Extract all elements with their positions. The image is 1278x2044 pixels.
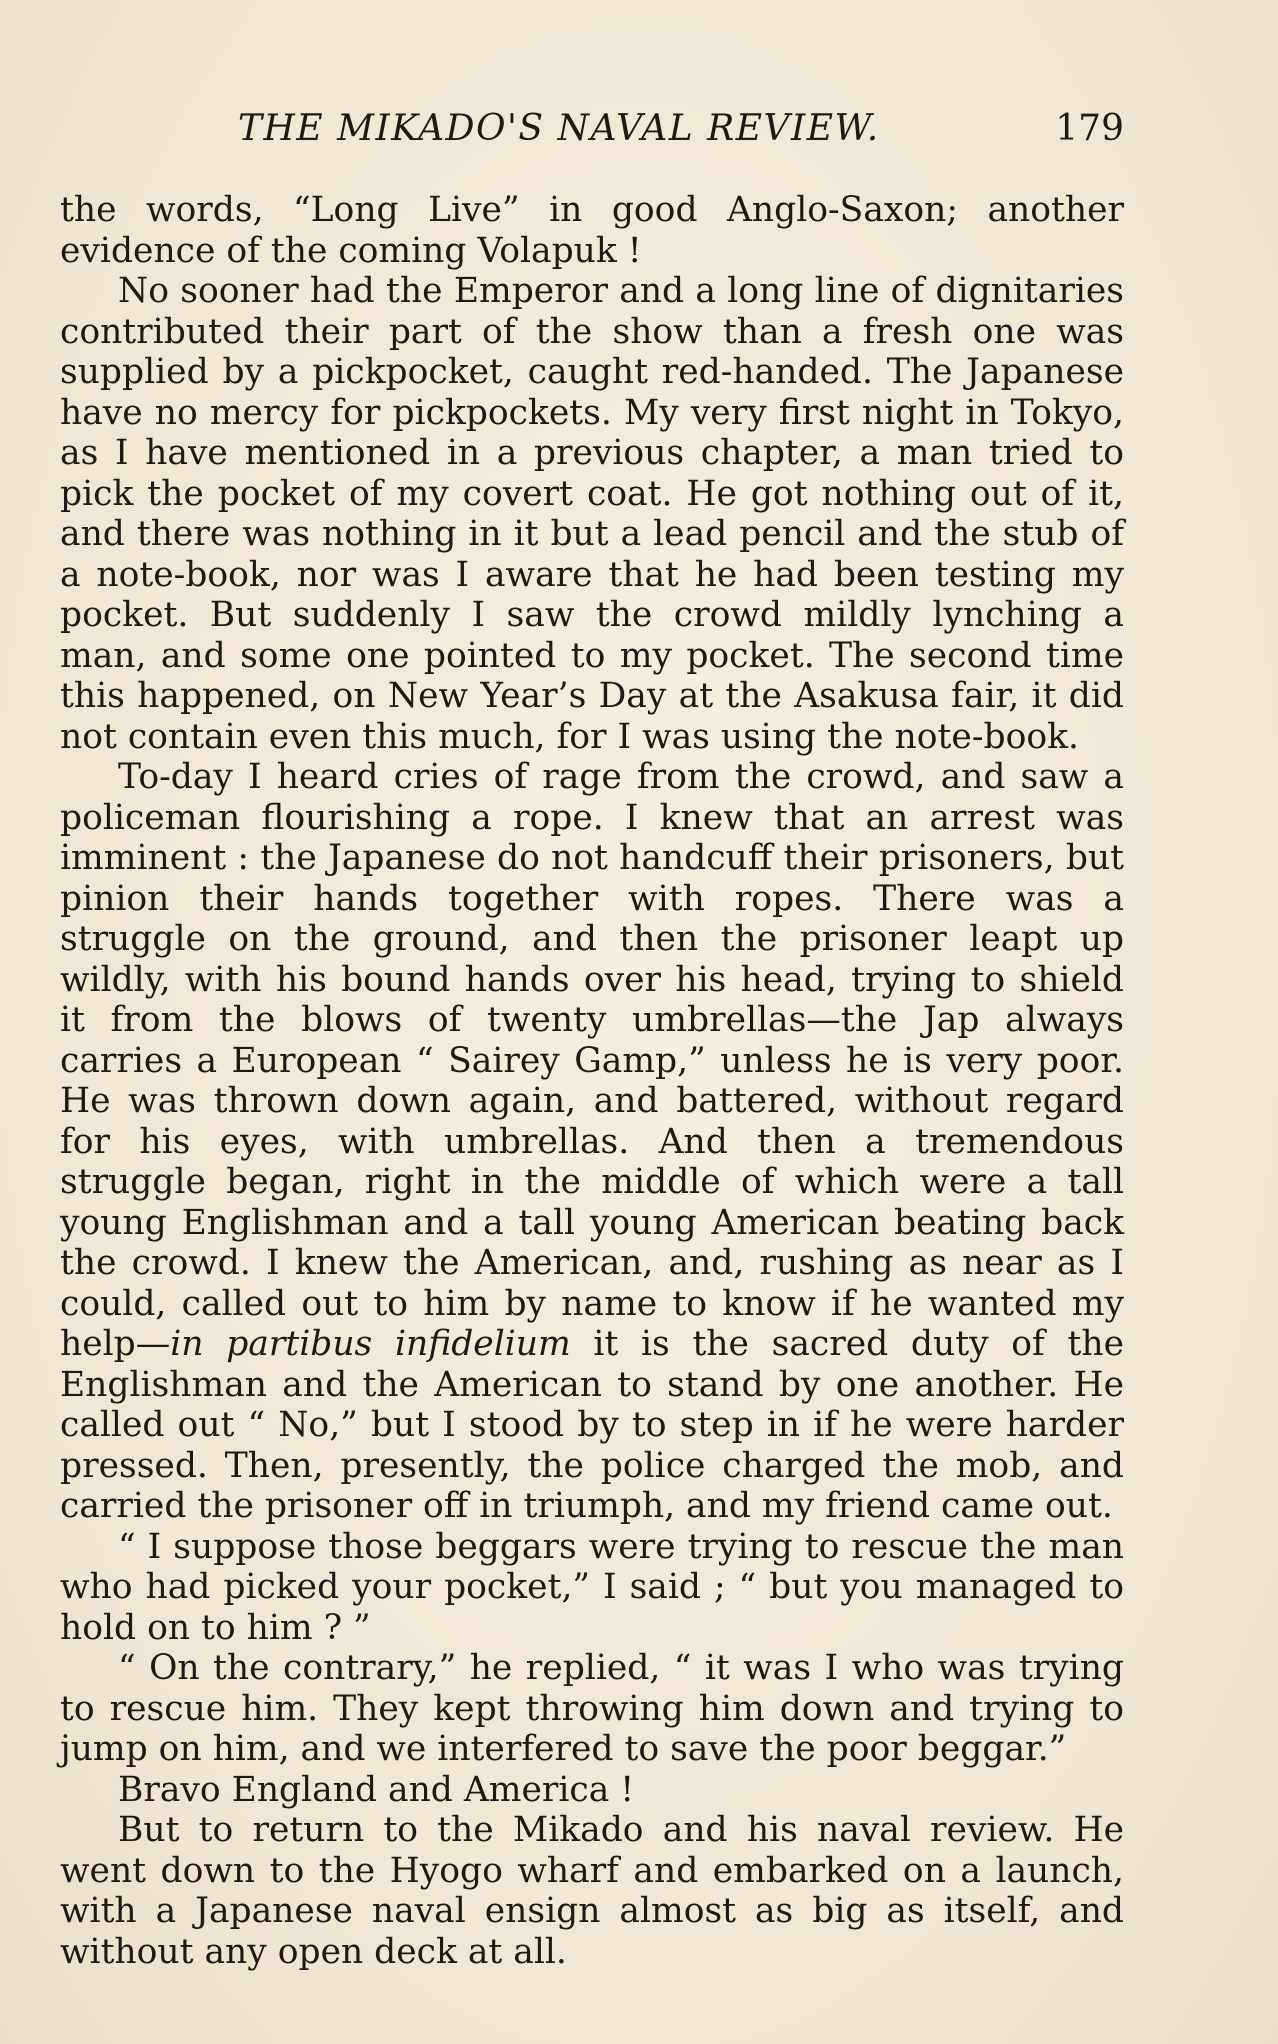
body-text xyxy=(60,190,1124,1972)
paragraph: Bravo England and America ! xyxy=(118,1769,635,1810)
paragraph: the words, “Long Live” in good Anglo-Saxon; another evidence of the coming Volapuk ! xyxy=(60,190,1124,271)
paragraph: “ On the contrary,” he replied, “ it was I who was trying to rescue him. They kept throwing him down and trying to jump on him, and we interfered to save the poor beggar.” xyxy=(60,1648,1124,1769)
paragraph-text: To-day I heard cries of rage from the crowd, and saw a policeman flourishing a rope. I knew that an arrest was imminent : the Japanese do not handcuff their prisoners, but pinion their hands together with ropes. There was a struggle on the ground, and then the prisoner leapt up wildly, with his bound hands over his head, trying to shield it from the blows of twenty umbrellas—the Jap always carries a European “ Sairey Gamp,” unless he is very poor. He was thrown down again, and battered, without regard for his eyes, with umbrellas. And then a tremendous struggle began, right in the middle of which were a tall young Englishman and a tall young American beating back the crowd. I knew the American, and, rushing as near as I could, called out to him by name to know if he wanted my help— xyxy=(60,757,1124,1364)
paragraph: “ I suppose those beggars were trying to rescue the man who had picked your pocket,” I said ; “ but you managed to hold on to him ? ” xyxy=(60,1526,1124,1648)
page-number: 179 xyxy=(1055,108,1124,149)
page-header xyxy=(60,108,1124,158)
paragraph-text: it is the sacred duty of the Englishman and the American to stand by one another. He called out “ No,” but I stood by to step in if he were harder pressed. Then, presently, the police charged the mob, and carried the prisoner off in triumph, and my friend came out. xyxy=(60,1324,1124,1526)
paragraph: But to return to the Mikado and his naval review. He went down to the Hyogo wharf and embarked on a launch, with a Japanese naval ensign almost as big as itself, and without any open deck at all. xyxy=(60,1810,1124,1972)
running-title: THE MIKADO'S NAVAL REVIEW. xyxy=(238,108,880,149)
paragraph xyxy=(60,757,1124,1527)
latin-phrase: in partibus infidelium xyxy=(170,1324,571,1364)
paragraph: No sooner had the Emperor and a long line of dignitaries contributed their part of the show than a fresh one was supplied by a pickpocket, caught red-handed. The Japanese have no mercy for pickpockets. My very first night in Tokyo, as I have mentioned in a previous chapter, a man tried to pick the pocket of my covert coat. He got nothing out of it, and there was nothing in it but a lead pencil and the stub of a note-book, nor was I aware that he had been testing my pocket. But suddenly I saw the crowd mildly lynching a man, and some one pointed to my pocket. The second time this happened, on New Year’s Day at the Asakusa fair, it did not contain even this much, for I was using the note-book. xyxy=(60,271,1124,757)
